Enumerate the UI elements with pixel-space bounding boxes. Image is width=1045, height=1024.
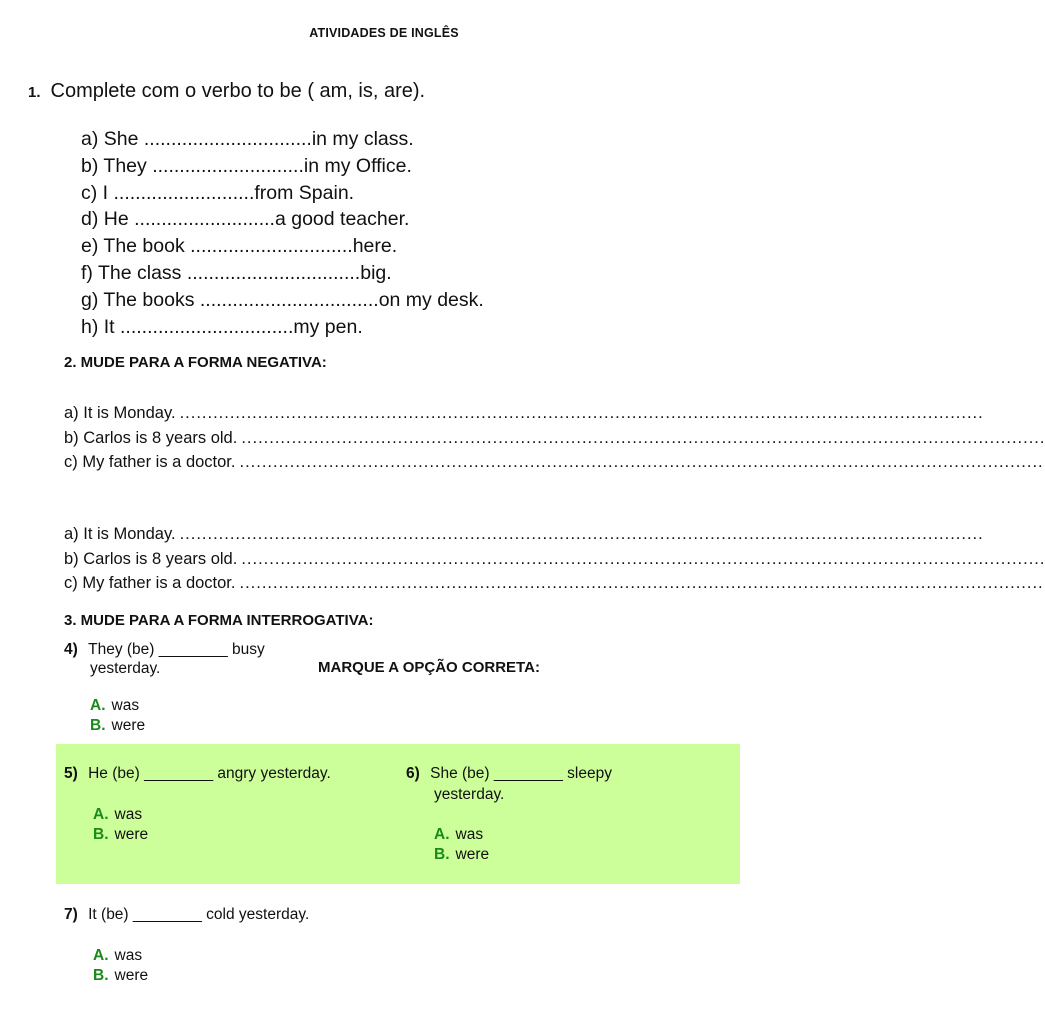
question-3-item: c) My father is a doctor. ................................................................................................................................................: [64, 574, 1044, 592]
option-b[interactable]: B. were: [93, 826, 149, 843]
question-4-text: They (be) ________ busy: [88, 641, 265, 658]
question-2-heading: 2. MUDE PARA A FORMA NEGATIVA:: [64, 354, 327, 371]
question-1-item: d) He ..........................a good teacher.: [81, 208, 410, 231]
question-5: [64, 765, 331, 783]
question-6-text: She (be) ________ sleepy: [430, 765, 612, 782]
question-3-list: [64, 522, 1045, 596]
option-a[interactable]: A. was: [93, 806, 143, 823]
question-7: [64, 906, 309, 924]
question-2-item: a) It is Monday. ................................................................................................................................................: [64, 404, 984, 422]
question-3-item: b) Carlos is 8 years old. ................................................................................................................................................: [64, 549, 1045, 568]
question-4: [64, 641, 265, 659]
question-6: [406, 765, 612, 783]
option-b[interactable]: B. were: [90, 717, 146, 734]
question-2-list: [64, 401, 1045, 475]
question-4-number: 4): [64, 641, 78, 658]
question-7-options: [93, 946, 148, 986]
question-1-item: g) The books .................................on my desk.: [81, 288, 484, 311]
question-1-text: Complete com o verbo to be ( am, is, are).: [50, 80, 426, 102]
question-2-item: b) Carlos is 8 years old. ................................................................................................................................................: [64, 428, 1045, 447]
question-6-number: 6): [406, 765, 420, 782]
question-1-item: c) I ..........................from Spain.: [81, 181, 355, 204]
option-b[interactable]: B. were: [434, 846, 490, 863]
question-6-text-line2: yesterday.: [434, 786, 505, 803]
question-5-number: 5): [64, 765, 78, 782]
question-5-options: [93, 805, 148, 845]
question-3-heading: 3. MUDE PARA A FORMA INTERROGATIVA:: [64, 612, 374, 629]
question-5-text: He (be) ________ angry yesterday.: [88, 765, 331, 782]
question-4-options: [90, 696, 145, 736]
question-7-number: 7): [64, 906, 78, 923]
page-title: ATIVIDADES DE INGLÊS: [309, 26, 459, 40]
question-1-prompt: [28, 80, 425, 103]
question-3-item: a) It is Monday. ................................................................................................................................................: [64, 525, 984, 543]
question-7-text: It (be) ________ cold yesterday.: [88, 906, 310, 923]
option-a[interactable]: A. was: [90, 697, 140, 714]
question-1-item: f) The class ................................big.: [81, 261, 392, 284]
question-1-number: 1.: [28, 84, 41, 101]
question-4-text-line2: yesterday.: [90, 660, 161, 677]
option-a[interactable]: A. was: [434, 826, 484, 843]
option-a[interactable]: A. was: [93, 947, 143, 964]
question-1-list: [81, 126, 484, 340]
question-6-options: [434, 825, 489, 865]
question-2-item: c) My father is a doctor. ................................................................................................................................................: [64, 453, 1044, 471]
question-1-item: h) It ................................my pen.: [81, 315, 363, 338]
mcq-heading: MARQUE A OPÇÃO CORRETA:: [318, 659, 540, 676]
option-b[interactable]: B. were: [93, 967, 149, 984]
question-1-item: b) They ............................in my Office.: [81, 154, 412, 177]
question-1-item: a) She ...............................in my class.: [81, 128, 414, 150]
question-1-item: e) The book ..............................here.: [81, 235, 398, 258]
